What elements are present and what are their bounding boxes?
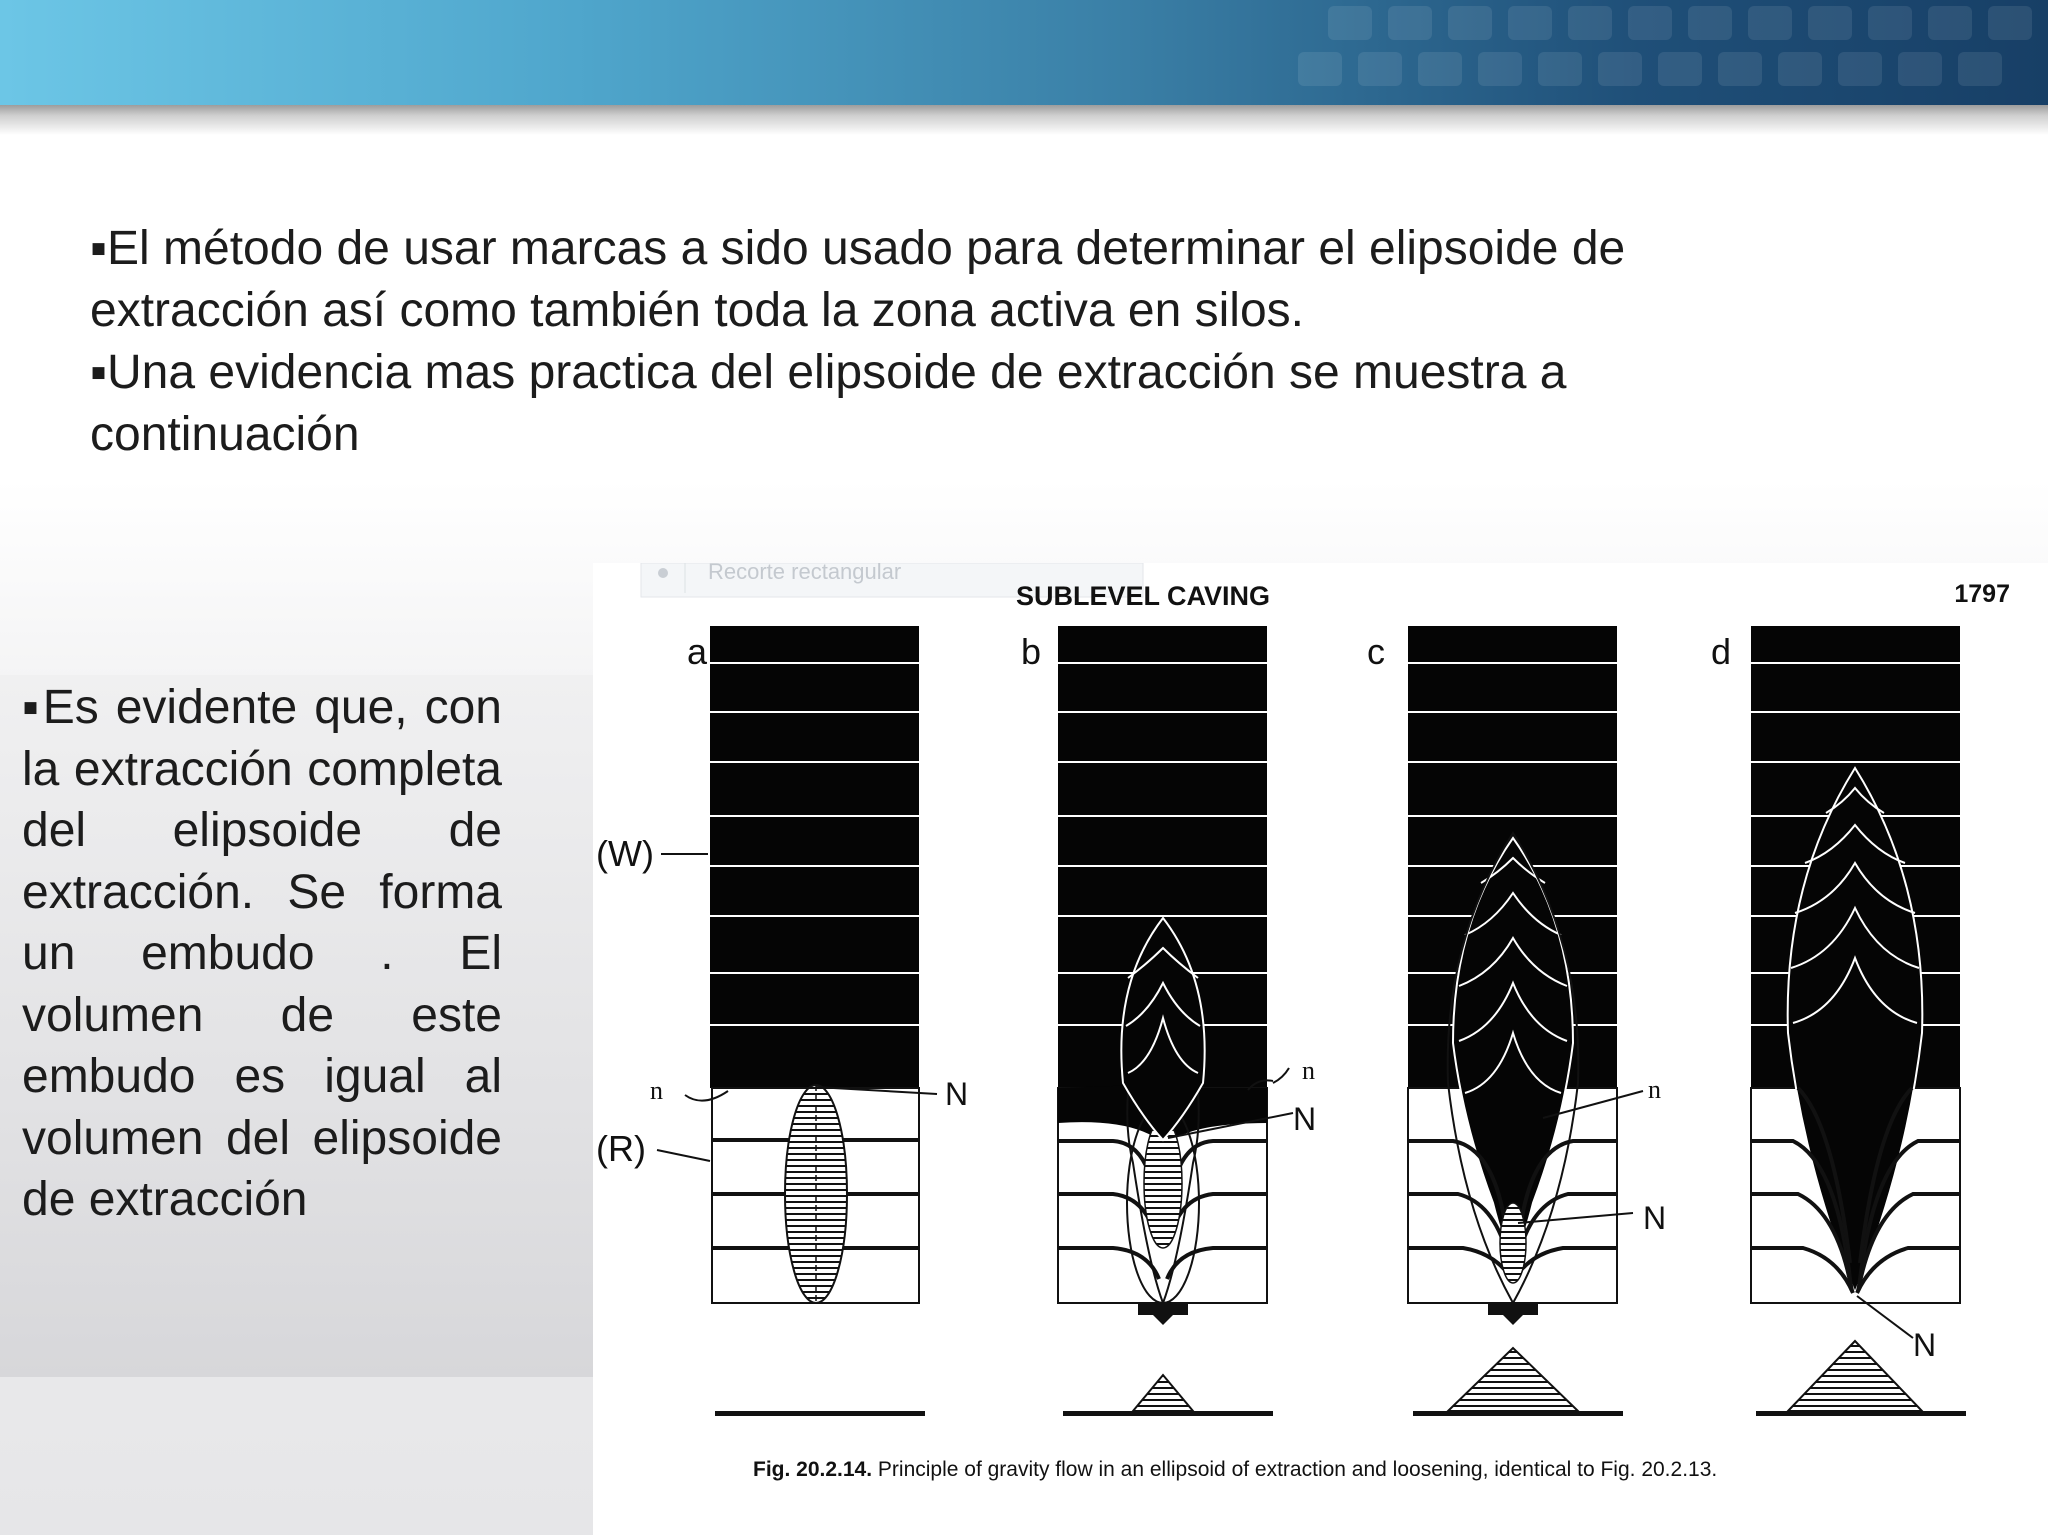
panel-a [650, 626, 968, 1416]
bullet-icon: ▪ [90, 346, 108, 399]
top-paragraph-2-text: Una evidencia mas practica del elipsoide de extracción se muestra a continuación [90, 346, 1567, 461]
top-paragraph-1 [90, 218, 1730, 342]
panel-d-extracted-pile [1788, 1341, 1922, 1411]
panel-c [1408, 626, 1666, 1416]
panel-label-a: a [687, 631, 708, 672]
bullet-icon: ▪ [22, 681, 43, 734]
panel-b-extracted-pile [1133, 1375, 1193, 1411]
panel-c-extracted-pile [1448, 1348, 1578, 1411]
panel-a-waste-block [710, 626, 919, 1088]
header-tile-pattern [1288, 0, 2048, 105]
sublevel-caving-figure [593, 563, 2048, 1535]
label-waste-w: (W) [596, 833, 654, 874]
figure-caption [753, 1458, 1717, 1481]
panel-label-c: c [1367, 631, 1385, 672]
panel-label-d: d [1711, 631, 1732, 672]
side-paragraph [22, 677, 502, 1231]
panel-b-label-N: N [1293, 1101, 1317, 1137]
header-shadow [0, 105, 2048, 135]
side-paragraph-text: Es evidente que, con la extracción completa del elipsoide de extracción. Se forma un embudo . El volumen de este embudo es igual al volumen del elipsoide de extracción [22, 681, 503, 1226]
panel-c-extraction-ellipsoid [1500, 1203, 1526, 1283]
panel-b [1058, 626, 1316, 1416]
panel-d-label-N: N [1913, 1327, 1937, 1363]
panel-label-b: b [1021, 631, 1042, 672]
figure-page-number: 1797 [1954, 580, 2010, 608]
panel-a-label-n: n [650, 1076, 663, 1105]
figure-caption-number: Fig. 20.2.14. [753, 1458, 873, 1481]
snip-dot-icon [658, 568, 668, 578]
panel-d-ground-line [1756, 1411, 1966, 1416]
panel-b-label-n: n [1302, 1056, 1315, 1085]
panel-c-label-n: n [1648, 1075, 1661, 1104]
top-paragraph-2 [90, 342, 1730, 466]
top-paragraph-1-text: El método de usar marcas a sido usado para determinar el elipsoide de extracción así como también toda la zona activa en silos. [90, 222, 1626, 337]
panel-a-ground-line [715, 1411, 925, 1416]
panel-d [1751, 626, 1966, 1416]
snip-tool-label: Recorte rectangular [708, 563, 902, 584]
header-bar [0, 0, 2048, 105]
figure-header-title: SUBLEVEL CAVING [1015, 581, 1271, 611]
bullet-icon: ▪ [90, 222, 108, 275]
top-text-block [90, 218, 1730, 466]
panel-c-ground-line [1413, 1411, 1623, 1416]
figure-caption-text: Principle of gravity flow in an ellipsoid of extraction and loosening, identical to Fig. 20.2.13. [877, 1458, 1718, 1481]
label-ore-r: (R) [596, 1128, 646, 1169]
figure-drawing [593, 563, 2048, 1535]
panel-c-label-N: N [1643, 1200, 1667, 1236]
panel-a-label-N: N [945, 1076, 969, 1112]
panel-b-ground-line [1063, 1411, 1273, 1416]
